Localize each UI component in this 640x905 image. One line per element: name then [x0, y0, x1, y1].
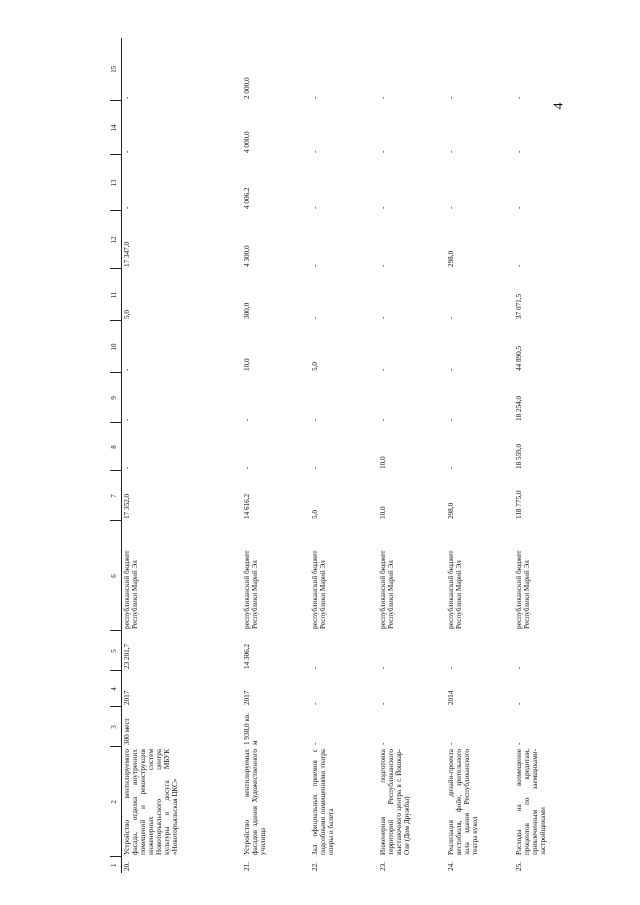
- table-cell: 2017: [123, 690, 131, 705]
- table-row: [514, 38, 598, 873]
- table-cell: 10,0: [243, 358, 251, 371]
- column-header: 4: [110, 671, 122, 707]
- table-cell: 37 071,5: [515, 293, 523, 319]
- table-cell: -: [515, 742, 523, 745]
- column-header: 3: [110, 707, 122, 747]
- table-cell: 10,0: [379, 506, 387, 519]
- column-header: 11: [110, 269, 122, 321]
- table-cell: 5,0: [311, 510, 319, 519]
- table-cell: -: [243, 418, 251, 421]
- column-header: 2: [110, 747, 122, 857]
- table-cell: 1 938,0 кв. м: [243, 712, 260, 745]
- table-cell: -: [123, 96, 131, 99]
- table-cell: 5,0: [311, 362, 319, 371]
- table-cell: -: [123, 206, 131, 209]
- table-cell: -: [243, 466, 251, 469]
- table-cell: 300 мест: [123, 718, 131, 745]
- table-cell: республиканский бюджет Республики Марий Эл: [243, 550, 260, 629]
- column-header: 9: [110, 373, 122, 423]
- table-cell: Устройство вентилируемого фасада, отделка внутренних помещений и реконструкция инженерных систем Новоторъяльского центра культуры и досуга МБУК «Новоторъяльская ЦКС»: [123, 749, 180, 855]
- table-cell: -: [515, 264, 523, 267]
- table-cell: 18 559,0: [515, 443, 523, 469]
- table-cell: 5,0: [123, 310, 131, 319]
- table-cell: -: [123, 368, 131, 371]
- table-cell: республиканский бюджет Республики Марий Эл: [515, 550, 532, 629]
- column-header: 1: [110, 857, 122, 873]
- table-cell: 24.: [447, 862, 455, 871]
- column-header: 8: [110, 423, 122, 471]
- table-row: [310, 38, 378, 873]
- column-header: 10: [110, 321, 122, 373]
- table-cell: -: [447, 418, 455, 421]
- column-header: 12: [110, 211, 122, 269]
- table-cell: -: [379, 702, 387, 705]
- table-cell: 25.: [515, 862, 523, 871]
- table-cell: 4 000,0: [243, 131, 251, 153]
- table-cell: 14 306,2: [243, 643, 251, 669]
- table-cell: -: [379, 264, 387, 267]
- rotated-table-container: [110, 38, 548, 873]
- table-cell: Зал официальных приемов с подсобными помещениями театра оперы и балета: [311, 749, 336, 855]
- table-row: [242, 38, 310, 873]
- column-header: 7: [110, 471, 122, 521]
- table-cell: -: [515, 206, 523, 209]
- table-cell: 23 201,7: [123, 643, 131, 669]
- page-number: 4: [551, 102, 567, 110]
- table-cell: 22.: [311, 862, 319, 871]
- table-cell: 17 352,0: [123, 493, 131, 519]
- table-cell: 17 347,0: [123, 241, 131, 267]
- column-header: 5: [110, 631, 122, 671]
- table-cell: -: [379, 666, 387, 669]
- table-cell: -: [311, 742, 319, 745]
- table-cell: -: [379, 96, 387, 99]
- table-cell: -: [311, 666, 319, 669]
- table-cell: 4 300,0: [243, 245, 251, 267]
- table-cell: 2017: [243, 690, 251, 705]
- table-body: [122, 38, 599, 873]
- table-cell: 118 775,0: [515, 490, 523, 519]
- table-cell: -: [311, 702, 319, 705]
- table-cell: 44 890,5: [515, 345, 523, 371]
- table-cell: -: [311, 206, 319, 209]
- table-cell: 18 254,0: [515, 395, 523, 421]
- table-cell: -: [447, 206, 455, 209]
- column-header: 13: [110, 155, 122, 211]
- table-cell: -: [379, 418, 387, 421]
- table-cell: -: [447, 316, 455, 319]
- table-cell: 14 616,2: [243, 493, 251, 519]
- table-cell: 298,0: [447, 250, 455, 267]
- table-cell: 2 000,0: [243, 77, 251, 99]
- table-cell: республиканский бюджет Республики Марий Эл: [311, 550, 328, 629]
- table-cell: -: [447, 666, 455, 669]
- table-cell: 300,0: [243, 302, 251, 319]
- table-cell: -: [379, 742, 387, 745]
- column-header: 14: [110, 101, 122, 155]
- table-cell: -: [311, 466, 319, 469]
- table-cell: -: [515, 702, 523, 705]
- table-cell: -: [379, 206, 387, 209]
- table-cell: Устройство вентилируемых фасадов здания Художественного училища: [243, 749, 268, 855]
- table-cell: -: [447, 368, 455, 371]
- table-cell: -: [447, 96, 455, 99]
- table-cell: -: [379, 150, 387, 153]
- table-row: [446, 38, 514, 873]
- table-cell: республиканский бюджет Республики Марий Эл: [123, 550, 140, 629]
- table-cell: 298,0: [447, 502, 455, 519]
- table-cell: 20.: [123, 862, 131, 871]
- table-cell: -: [515, 666, 523, 669]
- header-row: [110, 38, 122, 873]
- table-cell: -: [379, 368, 387, 371]
- table-cell: -: [379, 316, 387, 319]
- column-header: 15: [110, 38, 122, 101]
- table-cell: республиканский бюджет Республики Марий Эл: [379, 550, 396, 629]
- table-row: [122, 38, 243, 873]
- table-cell: 2014: [447, 690, 455, 705]
- table-cell: 4 006,2: [243, 187, 251, 209]
- table-cell: республиканский бюджет Республики Марий Эл: [447, 550, 464, 629]
- table-cell: -: [447, 150, 455, 153]
- table-cell: -: [311, 418, 319, 421]
- table-cell: -: [311, 264, 319, 267]
- table-cell: 23.: [379, 862, 387, 871]
- table-cell: -: [311, 96, 319, 99]
- table-row: [378, 38, 446, 873]
- table-cell: -: [447, 742, 455, 745]
- table-cell: Инженерная подготовка территорий Республиканского выставочного центра в г. Йошкар-Оле (Дом Дружбы): [379, 749, 412, 855]
- column-header: 6: [110, 521, 122, 631]
- table-cell: -: [123, 418, 131, 421]
- table-cell: Реализация дизайн-проекта вестибюля, фойе, зрительного зала здания Республиканского театра кукол: [447, 749, 480, 855]
- table-cell: Расходы на возмещение процентов по кредитам, привлеченным заемщиками-застройщиками: [515, 749, 548, 855]
- table-cell: -: [311, 150, 319, 153]
- table-cell: -: [447, 466, 455, 469]
- table-cell: -: [123, 150, 131, 153]
- table-cell: -: [515, 150, 523, 153]
- table-cell: -: [123, 466, 131, 469]
- table-cell: -: [515, 96, 523, 99]
- table-cell: -: [311, 316, 319, 319]
- program-table: [110, 38, 598, 873]
- table-cell: 21.: [243, 862, 251, 871]
- table-cell: 10,0: [379, 456, 387, 469]
